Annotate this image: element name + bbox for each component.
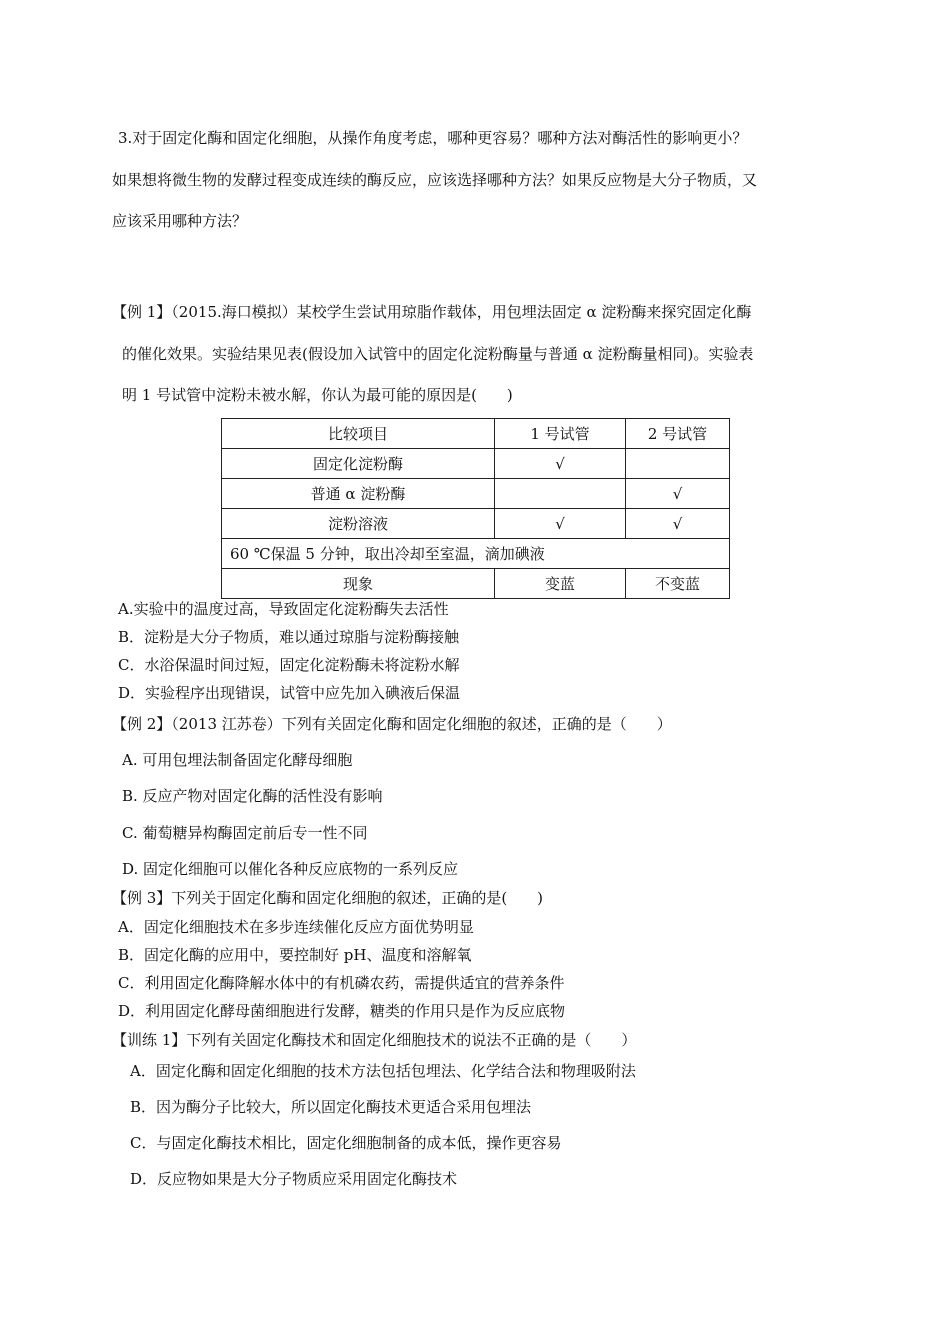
table-cell — [495, 479, 626, 509]
example-3-option-b: B．固定化酶的应用中，要控制好 pH、温度和溶解氧 — [118, 946, 472, 964]
comparison-table — [221, 418, 730, 599]
training-1-option-b: B．因为酶分子比较大，所以固定化酶技术更适合采用包埋法 — [130, 1098, 532, 1116]
example-2-option-c: C. 葡萄糖异构酶固定前后专一性不同 — [122, 824, 368, 842]
example-1-line-2: 的催化效果。实验结果见表(假设加入试管中的固定化淀粉酶量与普通 α 淀粉酶量相同)。实验表 — [122, 345, 754, 363]
example-3-option-c: C．利用固定化酶降解水体中的有机磷农药，需提供适宜的营养条件 — [118, 974, 565, 992]
table-note-row — [222, 539, 730, 569]
table-cell: √ — [626, 509, 730, 539]
table-cell: 淀粉溶液 — [222, 509, 495, 539]
table-header-row — [222, 419, 730, 449]
table-cell: 现象 — [222, 569, 495, 599]
table-header-cell: 2 号试管 — [626, 419, 730, 449]
example-1-line-1: 【例 1】（2015.海口模拟）某校学生尝试用琼脂作载体，用包埋法固定 α 淀粉酶来探究固定化酶 — [112, 303, 752, 321]
training-1-option-d: D．反应物如果是大分子物质应采用固定化酶技术 — [130, 1170, 458, 1188]
example-3-stem: 【例 3】下列关于固定化酶和固定化细胞的叙述，正确的是( ) — [112, 889, 544, 907]
table-row — [222, 479, 730, 509]
table-row — [222, 449, 730, 479]
question-3-line-1: 3.对于固定化酶和固定化细胞，从操作角度考虑，哪种更容易？哪种方法对酶活性的影响更小？ — [118, 129, 748, 147]
question-3-line-2: 如果想将微生物的发酵过程变成连续的酶反应，应该选择哪种方法？如果反应物是大分子物质，又 — [112, 171, 758, 189]
training-1-option-c: C．与固定化酶技术相比，固定化细胞制备的成本低，操作更容易 — [130, 1134, 562, 1152]
example-1-option-c: C．水浴保温时间过短，固定化淀粉酶未将淀粉水解 — [118, 656, 460, 674]
table-cell: 普通 α 淀粉酶 — [222, 479, 495, 509]
table-cell: √ — [495, 449, 626, 479]
table-result-row — [222, 569, 730, 599]
table-cell: 固定化淀粉酶 — [222, 449, 495, 479]
example-1-option-b: B．淀粉是大分子物质，难以通过琼脂与淀粉酶接触 — [118, 628, 460, 646]
example-3-option-a: A．固定化细胞技术在多步连续催化反应方面优势明显 — [118, 918, 474, 936]
example-2-option-b: B. 反应产物对固定化酶的活性没有影响 — [122, 787, 383, 805]
table-cell — [626, 449, 730, 479]
training-1-option-a: A．固定化酶和固定化细胞的技术方法包括包埋法、化学结合法和物理吸附法 — [130, 1062, 636, 1080]
table-cell: 变蓝 — [495, 569, 626, 599]
example-2-stem: 【例 2】（2013 江苏卷）下列有关固定化酶和固定化细胞的叙述，正确的是（ ） — [112, 715, 672, 733]
table-cell: 不变蓝 — [626, 569, 730, 599]
example-2-option-a: A. 可用包埋法制备固定化酵母细胞 — [122, 751, 353, 769]
training-1-stem: 【训练 1】下列有关固定化酶技术和固定化细胞技术的说法不正确的是（ ） — [112, 1031, 637, 1049]
table-cell: √ — [626, 479, 730, 509]
example-3-option-d: D．利用固定化酵母菌细胞进行发酵，糖类的作用只是作为反应底物 — [118, 1002, 566, 1020]
example-1-option-a: A.实验中的温度过高，导致固定化淀粉酶失去活性 — [118, 600, 449, 618]
table-cell: √ — [495, 509, 626, 539]
question-3-line-3: 应该采用哪种方法？ — [112, 212, 248, 230]
example-1-line-3: 明 1 号试管中淀粉未被水解，你认为最可能的原因是( ) — [122, 386, 513, 404]
example-1-option-d: D．实验程序出现错误，试管中应先加入碘液后保温 — [118, 684, 461, 702]
table-row — [222, 509, 730, 539]
table-header-cell: 比较项目 — [222, 419, 495, 449]
example-2-option-d: D. 固定化细胞可以催化各种反应底物的一系列反应 — [122, 860, 459, 878]
table-header-cell: 1 号试管 — [495, 419, 626, 449]
table-note-cell: 60 ℃保温 5 分钟，取出冷却至室温，滴加碘液 — [222, 539, 730, 569]
